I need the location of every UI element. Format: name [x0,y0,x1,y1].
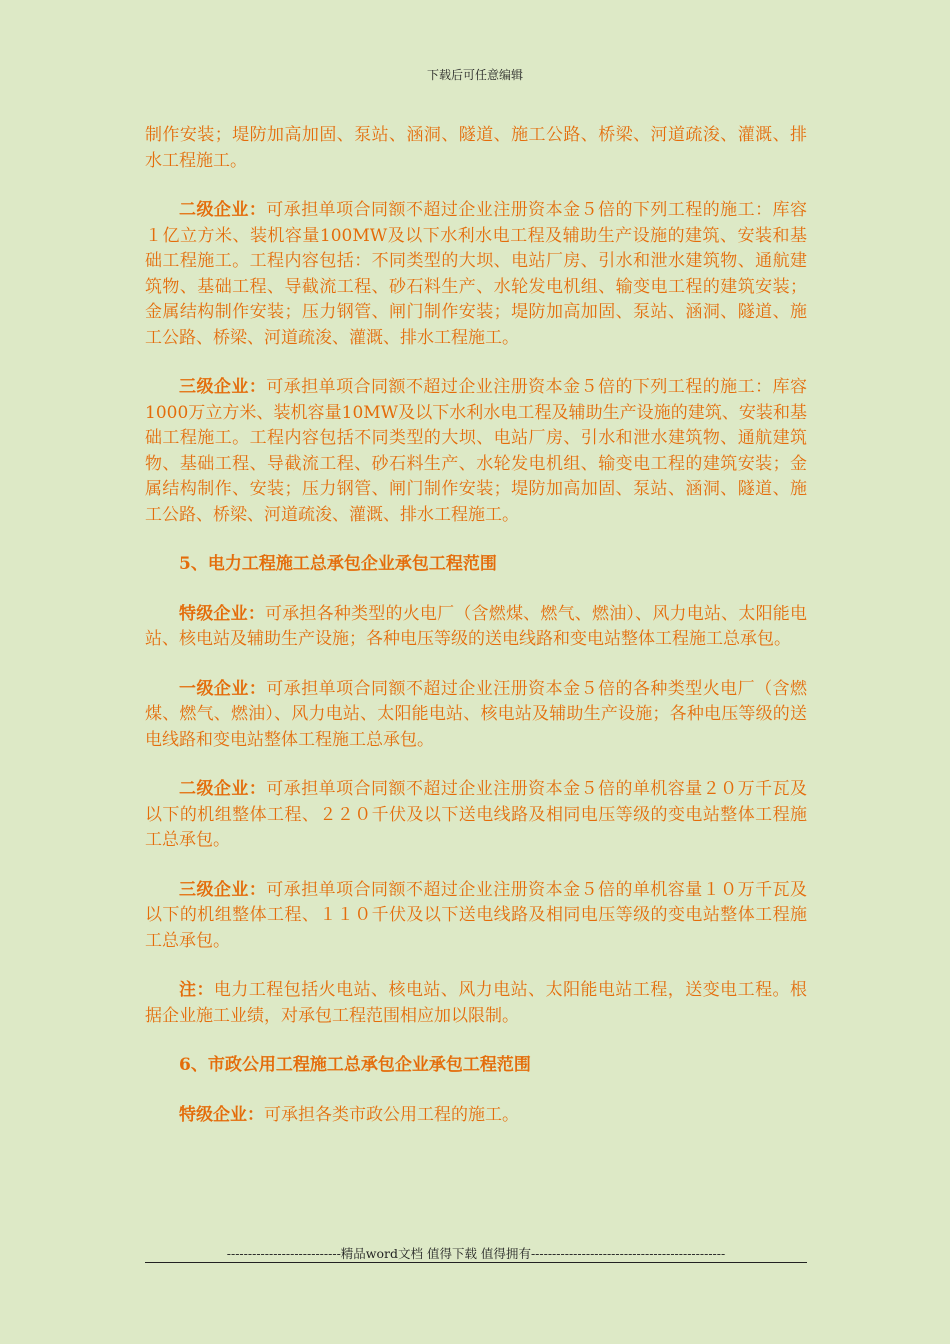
footer-rule [145,1262,807,1263]
page-footer: ---------------------------精品word文档 值得下载 值得拥有---------------------------------------------- [226,1246,726,1261]
paragraph-text: 可承担单项合同额不超过企业注册资本金５倍的单机容量２０万千瓦及以下的机组整体工程、２２０千伏及以下送电线路及相同电压等级的变电站整体工程施工总承包。 [145,779,808,850]
paragraph-label: 二级企业： [179,779,267,799]
paragraph-grade-1-power [145,677,807,754]
paragraph-label: 三级企业： [179,377,267,397]
paragraph-grade-3-power [145,878,807,955]
paragraph-continuation [145,123,807,174]
section-heading-municipal: 6、市政公用工程施工总承包企业承包工程范围 [179,1055,531,1075]
page-header: 下载后可任意编辑 [426,68,523,82]
paragraph-grade-2-hydro [145,198,807,351]
paragraph-label: 二级企业： [179,200,267,220]
paragraph-grade-3-hydro [145,375,807,528]
paragraph-text: 电力工程包括火电站、核电站、风力电站、太阳能电站工程，送变电工程。根据企业施工业绩，对承包工程范围相应加以限制。 [145,980,808,1026]
paragraph-text: 可承担各种类型的火电厂（含燃煤、燃气、燃油）、风力电站、太阳能电站、核电站及辅助生产设施；各种电压等级的送电线路和变电站整体工程施工总承包。 [145,603,808,649]
paragraph-special-grade-power [145,602,807,653]
paragraph-note-power [145,978,807,1029]
section-heading-power: 5、电力工程施工总承包企业承包工程范围 [179,554,497,574]
paragraph-text: 制作安装；堤防加高加固、泵站、涵洞、隧道、施工公路、桥梁、河道疏浚、灌溉、排水工程施工。 [145,125,807,171]
paragraph-label: 特级企业： [179,603,266,624]
paragraph-label: 一级企业： [179,678,267,699]
paragraph-label: 三级企业： [179,879,267,900]
paragraph-label: 特级企业： [179,1104,264,1125]
paragraph-text: 可承担单项合同额不超过企业注册资本金５倍的下列工程的施工：库容1000万立方米、装机容量10MW及以下水利水电工程及辅助生产设施的建筑、安装和基础工程施工。工程内容包括不同类型的大坝、电站厂房、引水和泄水建筑物、通航建筑物、基础工程、导截流工程、砂石料生产、水轮发电机组、输变电工程的建筑安装；金属结构制作、安装；压力钢管、闸门制作安装；堤防加高加固、泵站、涵洞、隧道、施工公路、桥梁、河道疏浚、灌溉、排水工程施工。 [145,377,808,525]
paragraph-special-grade-municipal [145,1103,807,1129]
paragraph-text: 可承担单项合同额不超过企业注册资本金５倍的下列工程的施工：库容１亿立方米、装机容量100MW及以下水利水电工程及辅助生产设施的建筑、安装和基础工程施工。工程内容包括：不同类型的大坝、电站厂房、引水和泄水建筑物、通航建筑物、基础工程、导截流工程、砂石料生产、水轮发电机组、输变电工程的建筑安装；金属结构制作安装；压力钢管、闸门制作安装；堤防加高加固、泵站、涵洞、隧道、施工公路、桥梁、河道疏浚、灌溉、排水工程施工。 [145,200,808,348]
paragraph-grade-2-power [145,777,807,854]
paragraph-label: 注： [179,980,214,1000]
paragraph-text: 可承担单项合同额不超过企业汪册资本金５倍的各种类型火电厂（含燃煤、燃气、燃油）、风力电站、太阳能电站、核电站及辅助生产设施；各种电压等级的送电线路和变电站整体工程施工总承包。 [145,678,808,750]
paragraph-text: 可承担单项合同额不超过企业注册资本金５倍的单机容量１０万千瓦及以下的机组整体工程、１１０千伏及以下送电线路及相同电压等级的变电站整体工程施工总承包。 [145,879,808,951]
document-body [145,123,807,1152]
paragraph-text: 可承担各类市政公用工程的施工。 [264,1104,519,1125]
